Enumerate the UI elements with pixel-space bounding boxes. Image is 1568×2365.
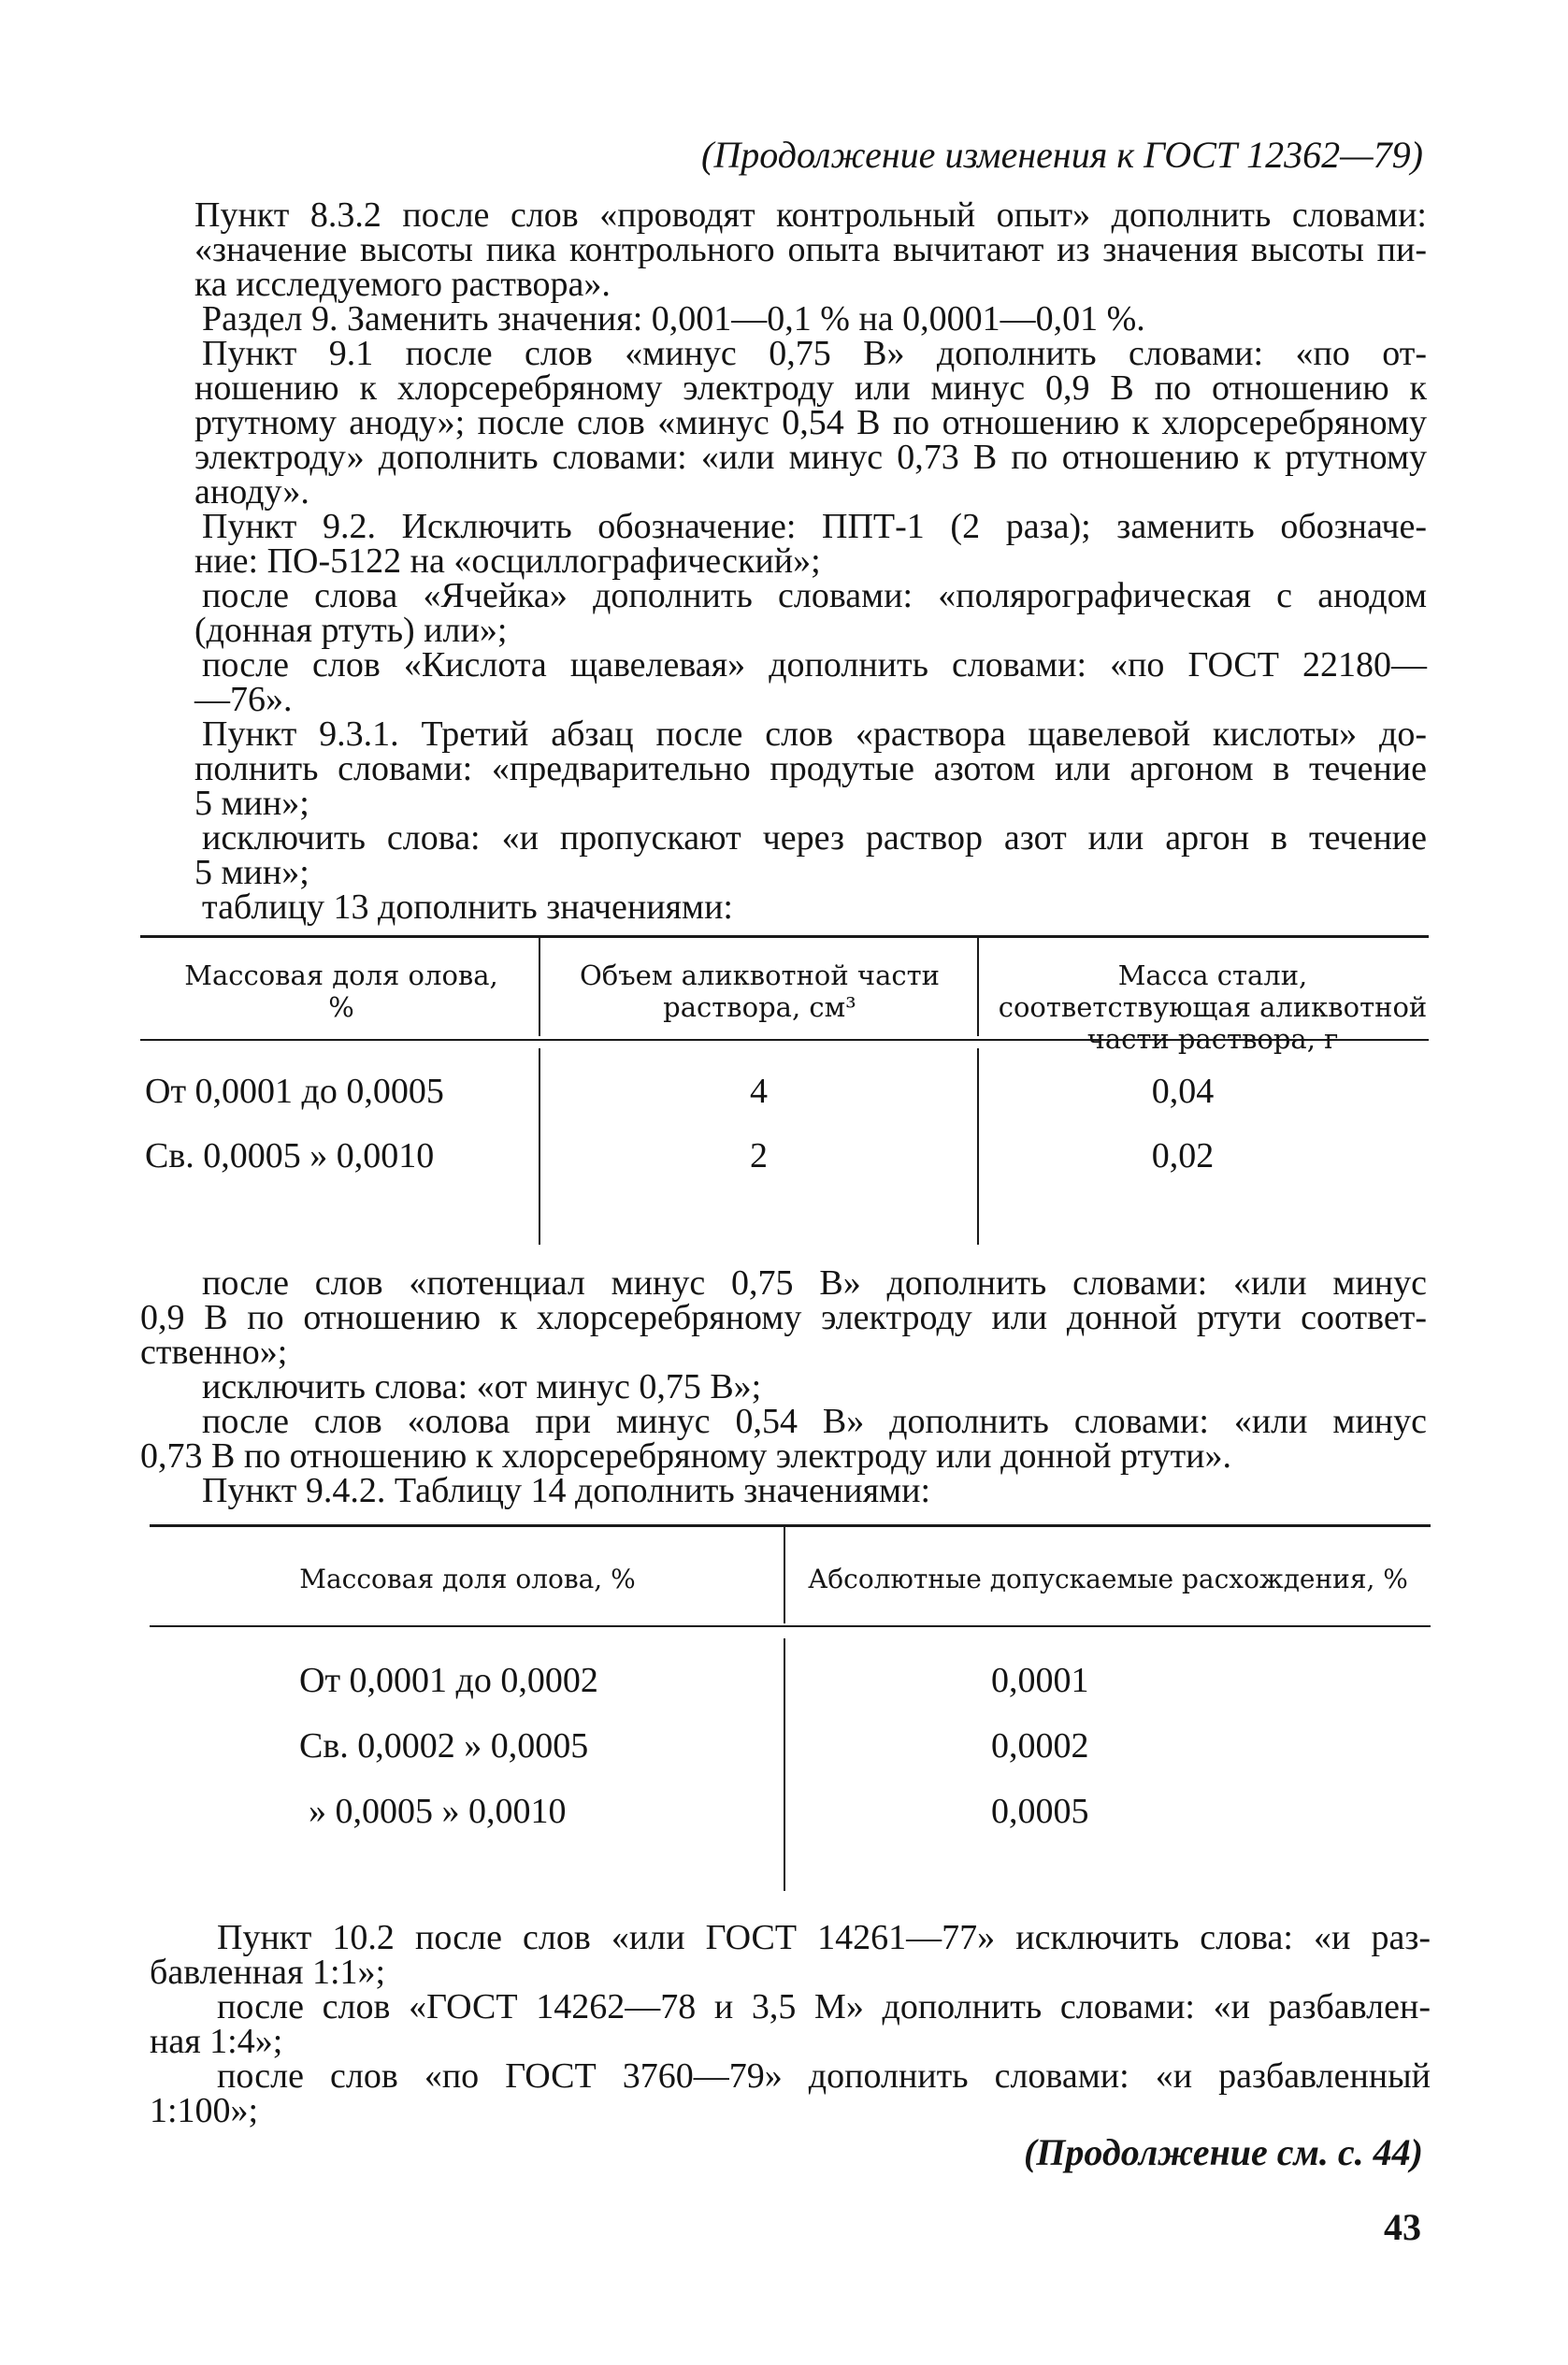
- table-cell: 0,02: [1151, 1136, 1215, 1175]
- table-cell: 0,04: [1151, 1072, 1215, 1111]
- text-line: 5 мин»;: [194, 853, 309, 892]
- text-line: таблицу 13 дополнить значениями:: [202, 887, 733, 927]
- column-header: Масса стали, соответствующая аликвотной части раствора, г: [998, 959, 1428, 1055]
- text-line: Пункт 10.2 после слов «или ГОСТ 14261—77» исключить слова: «и раз-: [217, 1918, 1431, 1957]
- text-line: после слов «Кислота щавелевая» дополнить словами: «по ГОСТ 22180—: [202, 645, 1427, 685]
- column-header: Объем аликвотной части раствора, см³: [579, 959, 941, 1023]
- column-divider: [784, 1638, 785, 1891]
- text-line: полнить словами: «предварительно продутые азотом или аргоном в течение: [194, 749, 1427, 788]
- text-line: после слов «олова при минус 0,54 В» дополнить словами: «или минус: [202, 1402, 1427, 1441]
- text-line: бавленная 1:1»;: [150, 1953, 386, 1992]
- column-header: Массовая доля олова, %: [184, 959, 498, 1023]
- page-number: 43: [1384, 2206, 1421, 2248]
- text-line: ка исследуемого раствора».: [194, 265, 611, 304]
- text-line: ние: ПО-5122 на «осциллографический»;: [194, 541, 821, 581]
- table-cell: » 0,0005 » 0,0010: [309, 1792, 567, 1831]
- table-cell: От 0,0001 до 0,0002: [299, 1661, 598, 1700]
- text-line: Раздел 9. Заменить значения: 0,001—0,1 % на 0,0001—0,01 %.: [202, 299, 1145, 339]
- text-line: после слов «ГОСТ 14262—78 и 3,5 М» дополнить словами: «и разбавлен-: [217, 1987, 1431, 2026]
- column-header: Абсолютные допускаемые расхождения, %: [808, 1564, 1408, 1594]
- table-cell: 0,0001: [991, 1661, 1089, 1700]
- table-cell: Св. 0,0002 » 0,0005: [299, 1726, 589, 1766]
- table-cell: 4: [750, 1072, 768, 1111]
- column-header: Массовая доля олова, %: [299, 1564, 636, 1594]
- column-divider: [977, 1048, 979, 1245]
- text-line: ртутному аноду»; после слов «минус 0,54 В по отношению к хлорсеребряному: [194, 403, 1427, 442]
- text-line: 1:100»;: [150, 2091, 259, 2130]
- text-line: Пункт 9.2. Исключить обозначение: ППТ-1 (2 раза); заменить обозначе-: [202, 507, 1427, 546]
- text-line: 5 мин»;: [194, 784, 309, 823]
- column-divider: [784, 1527, 785, 1623]
- text-line: —76».: [194, 680, 293, 719]
- text-line: после слов «по ГОСТ 3760—79» дополнить словами: «и разбавленный: [217, 2056, 1431, 2096]
- text-line: Пункт 8.3.2 после слов «проводят контрольный опыт» дополнить словами:: [194, 195, 1427, 235]
- text-line: электроду» дополнить словами: «или минус 0,73 В по отношению к ртутному: [194, 438, 1427, 477]
- text-line: 0,73 В по отношению к хлорсеребряному электроду или донной ртути».: [140, 1436, 1232, 1476]
- text-line: исключить слова: «от минус 0,75 В»;: [202, 1367, 762, 1406]
- table-top-rule: [140, 935, 1429, 938]
- text-line: Пункт 9.1 после слов «минус 0,75 В» дополнить словами: «по от-: [202, 334, 1427, 373]
- text-line: после слова «Ячейка» дополнить словами: «полярографическая с анодом: [202, 576, 1427, 615]
- table-cell: 0,0002: [991, 1726, 1089, 1766]
- table-header-rule: [150, 1625, 1431, 1627]
- table-cell: 0,0005: [991, 1792, 1089, 1831]
- text-line: ственно»;: [140, 1333, 288, 1372]
- table-cell: 2: [750, 1136, 768, 1175]
- column-divider: [539, 938, 540, 1036]
- text-line: 0,9 В по отношению к хлорсеребряному электроду или донной ртути соответ-: [140, 1298, 1427, 1337]
- column-divider: [977, 938, 979, 1036]
- table-cell: От 0,0001 до 0,0005: [145, 1072, 444, 1111]
- running-header: (Продолжение изменения к ГОСТ 12362—79): [701, 134, 1423, 176]
- column-divider: [539, 1048, 540, 1245]
- text-line: Пункт 9.4.2. Таблицу 14 дополнить значениями:: [202, 1471, 930, 1510]
- text-line: Пункт 9.3.1. Третий абзац после слов «раствора щавелевой кислоты» до-: [202, 714, 1427, 754]
- text-line: после слов «потенциал минус 0,75 В» дополнить словами: «или минус: [202, 1263, 1427, 1303]
- text-line: (донная ртуть) или»;: [194, 611, 508, 650]
- text-line: ная 1:4»;: [150, 2022, 283, 2061]
- continuation-note: (Продолжение см. с. 44): [1023, 2131, 1423, 2173]
- text-line: исключить слова: «и пропускают через раствор азот или аргон в течение: [202, 818, 1427, 858]
- text-line: «значение высоты пика контрольного опыта вычитают из значения высоты пи-: [194, 230, 1427, 269]
- table-top-rule: [150, 1524, 1431, 1527]
- text-line: аноду».: [194, 472, 309, 512]
- table-cell: Св. 0,0005 » 0,0010: [145, 1136, 435, 1175]
- text-line: ношению к хлорсеребряному электроду или минус 0,9 В по отношению к: [194, 368, 1427, 408]
